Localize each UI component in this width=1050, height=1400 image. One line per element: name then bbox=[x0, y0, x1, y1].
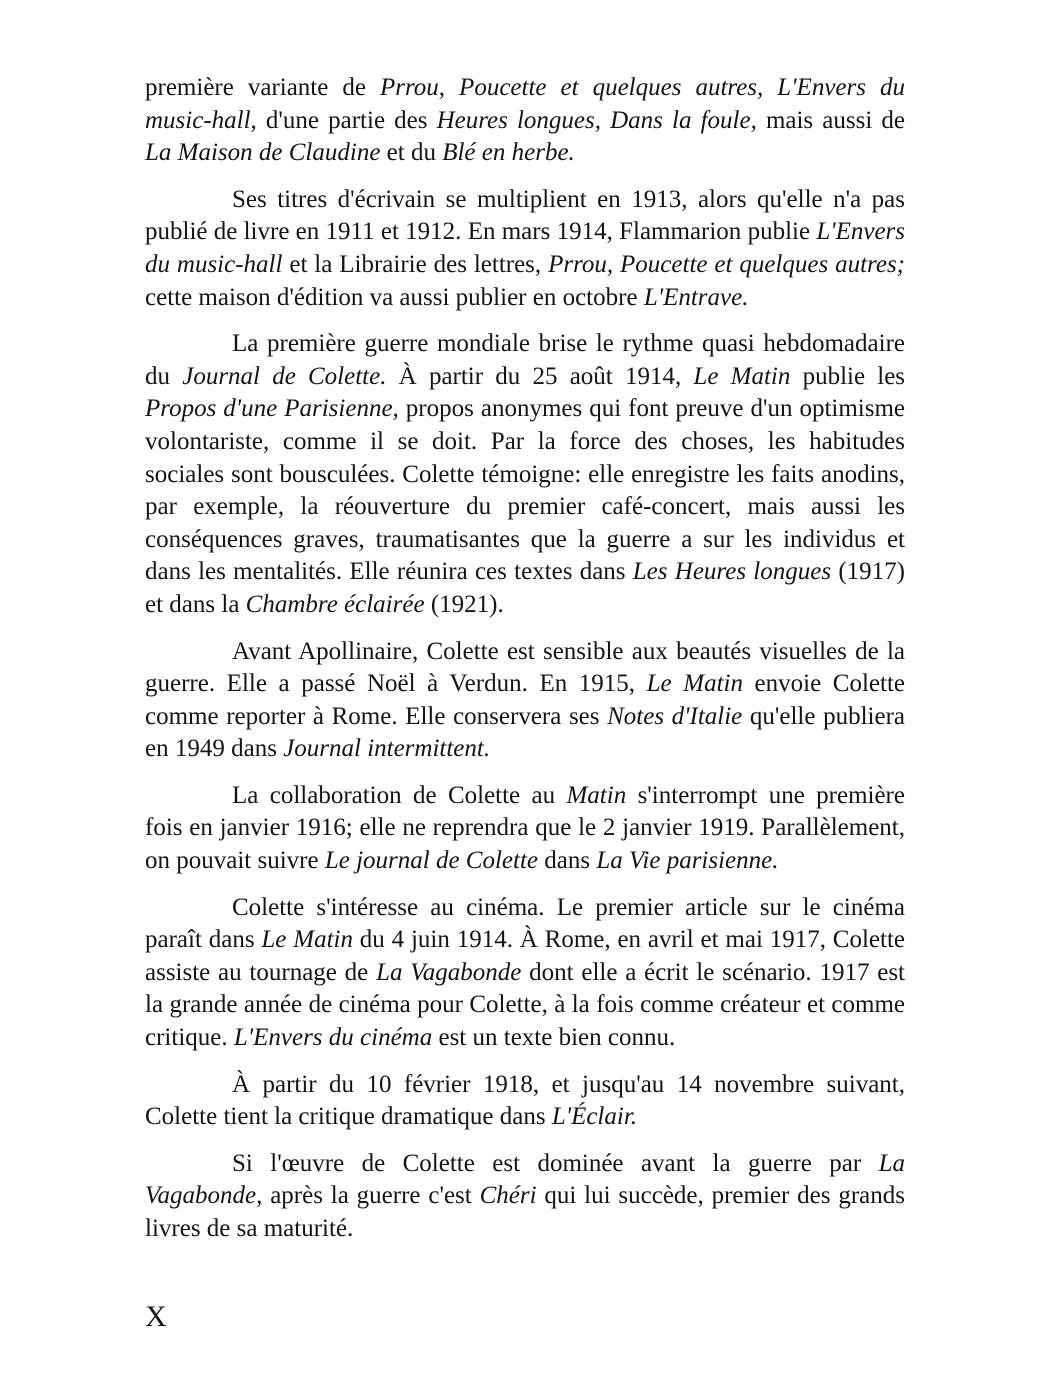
italic-title: Heures longues, Dans la foule, bbox=[436, 106, 757, 134]
page-body bbox=[145, 72, 905, 1260]
text-run: (1921). bbox=[424, 590, 504, 618]
text-run: envoie Colette comme reporter à Rome. Elle conservera ses bbox=[145, 670, 905, 730]
italic-title: Le Matin bbox=[646, 670, 743, 698]
text-run: cette maison d'édition va aussi publier en octobre bbox=[145, 283, 644, 311]
text-run: Si l'œuvre de Colette est dominée avant la guerre par bbox=[232, 1149, 879, 1177]
text-run: dans bbox=[538, 847, 597, 875]
text-run: dont elle a écrit le scénario. 1917 est la grande année de cinéma pour Colette, à la fois comme créateur et comme critique. bbox=[145, 958, 906, 1052]
italic-title: La Vagabonde, bbox=[145, 1149, 905, 1210]
paragraph bbox=[145, 328, 905, 621]
text-run: et la Librairie des lettres, bbox=[282, 250, 549, 278]
italic-title: Les Heures longues bbox=[632, 558, 832, 586]
italic-title: L'Entrave. bbox=[643, 283, 749, 311]
italic-title: La Vagabonde bbox=[376, 958, 522, 986]
text-run: La collaboration de Colette au bbox=[232, 781, 567, 809]
italic-title: La Maison de Claudine bbox=[145, 139, 381, 167]
italic-title: Blé en herbe. bbox=[442, 139, 575, 167]
italic-title: Propos d'une Parisienne, bbox=[145, 395, 399, 423]
paragraph bbox=[145, 780, 905, 878]
text-run: du 4 juin 1914. À Rome, en avril et mai 1917, Colette assiste au tournage de bbox=[145, 926, 906, 986]
italic-title: Matin bbox=[566, 781, 627, 809]
italic-title: L'Envers du cinéma bbox=[233, 1024, 433, 1052]
italic-title: Prrou, Poucette et quelques autres; bbox=[548, 250, 906, 278]
text-run: À partir du 25 août 1914, bbox=[386, 362, 694, 390]
text-run: mais aussi de bbox=[756, 106, 905, 134]
italic-title: Prrou, Poucette et quelques autres, L'Envers du music-hall, bbox=[145, 74, 905, 134]
italic-title: Journal intermittent. bbox=[283, 735, 491, 763]
italic-title: L'Éclair. bbox=[551, 1103, 638, 1131]
paragraph bbox=[145, 892, 905, 1055]
text-run: et du bbox=[380, 139, 443, 167]
text-run: (1917) et dans la bbox=[145, 558, 905, 618]
paragraph bbox=[145, 636, 905, 766]
text-run: publie les bbox=[790, 362, 906, 390]
page-number: X bbox=[145, 1300, 167, 1333]
paragraph bbox=[145, 72, 905, 170]
italic-title: Notes d'Italie bbox=[607, 702, 743, 730]
italic-title: L'Envers du music-hall bbox=[145, 218, 905, 278]
italic-title: Le journal de Colette bbox=[324, 847, 539, 875]
italic-title: Chéri bbox=[479, 1182, 537, 1210]
text-run: Ses titres d'écrivain se multiplient en 1913, alors qu'elle n'a pas publié de livre en 1911 et 1912. En mars 1914, Flammarion publie bbox=[145, 185, 905, 246]
text-run: Colette s'intéresse au cinéma. Le premier article sur le cinéma paraît dans bbox=[145, 893, 905, 954]
text-run: qu'elle publiera en 1949 dans bbox=[145, 702, 905, 763]
text-run: À partir du 10 février 1918, et jusqu'au 14 novembre suivant, Colette tient la critique dramatique dans bbox=[145, 1070, 905, 1131]
text-run: Avant Apollinaire, Colette est sensible aux beautés visuelles de la guerre. Elle a passé Noël à Verdun. En 1915, bbox=[145, 637, 905, 698]
italic-title: Chambre éclairée bbox=[245, 590, 425, 618]
text-run: est un texte bien connu. bbox=[432, 1024, 676, 1052]
text-run: s'interrompt une première fois en janvier 1916; elle ne reprendra que le 2 janvier 1919. Parallèlement, on pouvait suivre bbox=[145, 781, 905, 875]
italic-title: La Vie parisienne. bbox=[596, 847, 779, 875]
italic-title: Journal de Colette. bbox=[182, 362, 387, 390]
text-run: qui lui succède, premier des grands livres de sa maturité. bbox=[145, 1182, 905, 1242]
italic-title: Le Matin bbox=[693, 362, 791, 390]
paragraph bbox=[145, 184, 905, 314]
paragraph bbox=[145, 1148, 905, 1246]
text-run: après la guerre c'est bbox=[262, 1182, 480, 1210]
text-run: La première guerre mondiale brise le rythme quasi hebdomadaire du bbox=[145, 330, 905, 390]
italic-title: Le Matin bbox=[261, 926, 353, 954]
paragraph bbox=[145, 1069, 905, 1134]
text-run: première variante de bbox=[145, 74, 380, 101]
text-run: d'une partie des bbox=[256, 106, 437, 134]
text-run: propos anonymes qui font preuve d'un optimisme volontariste, comme il se doit. Par la force des choses, les habitudes sociales sont bousculées. Colette témoigne: elle enregistre les faits anodins, par exemple, la réouverture du premier café-concert, mais aussi les conséquences graves, traumatisantes que la guerre a sur les individus et dans les mentalités. Elle réunira ces textes dans bbox=[145, 395, 906, 586]
